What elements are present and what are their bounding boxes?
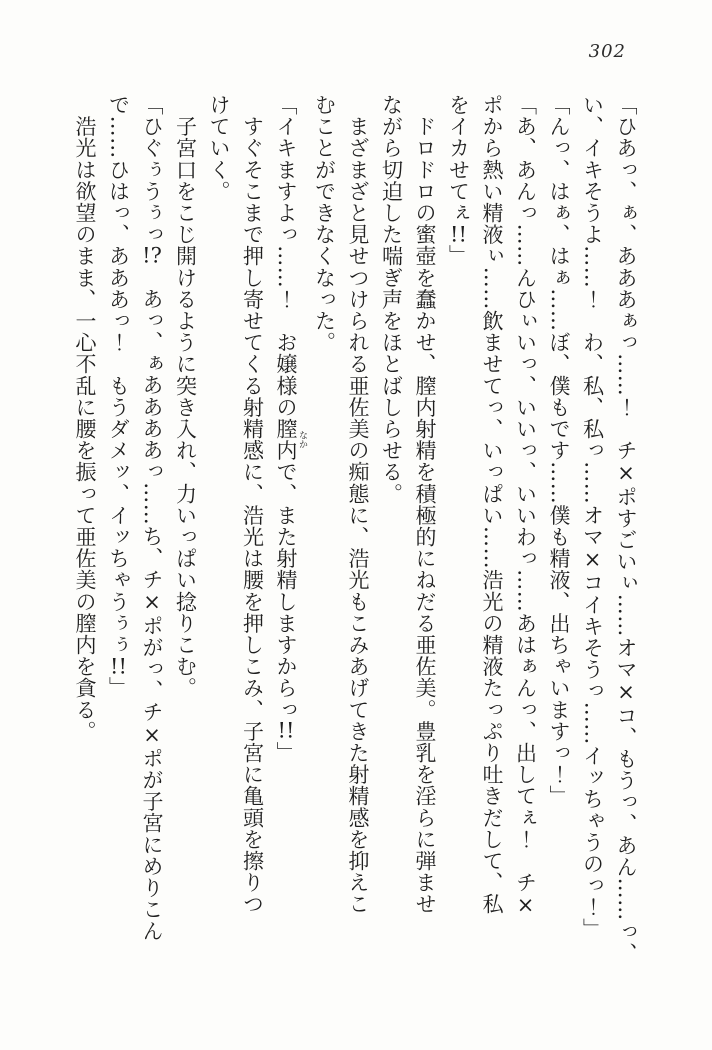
text-block bbox=[68, 94, 643, 984]
ruby-annotated-word: 膣内 なか bbox=[274, 418, 307, 462]
tate-chu-yoko-mark: !! bbox=[450, 223, 467, 245]
text-line: をイカせてぇ!!」 bbox=[446, 94, 471, 267]
text-line: むことができなくなった。 bbox=[312, 94, 337, 354]
text-line: すぐそこまで押し寄せてくる射精感に、浩光は腰を押しこみ、子宮に亀頭を擦りつ bbox=[240, 94, 265, 915]
text-line: まざまざと見せつけられる亜佐美の痴態に、浩光もこみあげてきた射精感を抑えこ bbox=[346, 94, 370, 915]
tate-chu-yoko-mark: !! bbox=[110, 655, 127, 677]
text-line: 子宮口をこじ開けるように突き入れ、力いっぱい捻りこむ。 bbox=[173, 94, 198, 699]
text-line: 「ひあっ、ぁ、あああぁっ……！ チ×ポすごいぃ……オマ×コ、もうっ、あん……っ、 bbox=[614, 94, 638, 964]
text-line: で……ひはっ、あああっ！ もうダメッ、イッちゃうぅぅ!!」 bbox=[106, 94, 131, 699]
text-line: い、イキそうよ……！ わ、私、私っ……オマ×コイキそうっ……イッちゃうのっ！」 bbox=[580, 94, 605, 940]
text-line: ポから熱い精液ぃ……飲ませてっ、いっぱい……浩光の精液たっぷり吐きだして、私 bbox=[480, 94, 504, 915]
text-line: 「イキますよっ……！ お嬢様の膣内 なかで、また射精しますからっ!!」 bbox=[274, 94, 307, 764]
text-line: 「ひぐぅうぅっ!? あっ、ぁああああっ……ち、チ×ポがっ、チ×ポが子宮にめりこん bbox=[140, 94, 164, 942]
page-number: 302 bbox=[588, 41, 626, 62]
text-line: けていく。 bbox=[207, 94, 231, 202]
tate-chu-yoko-mark: !! bbox=[277, 720, 295, 742]
text-line: ドロドロの蜜壺を蠢かせ、膣内射精を積極的にねだる亜佐美。豊乳を淫らに弾ませ bbox=[413, 94, 437, 915]
text-line: 浩光は欲望のまま、一心不乱に腰を振って亜佐美の膣内を貪る。 bbox=[73, 94, 97, 742]
tate-chu-yoko-mark: !? bbox=[142, 245, 162, 267]
text-line: 「んっ、はぁ、はぁ……ぼ、僕もです……僕も精液、出ちゃいますっ！」 bbox=[547, 94, 571, 807]
text-line: 「あ、あんっ……んひぃいっ、いいっ、いいわっ……あはぁんっ、出してぇ！ チ× bbox=[513, 94, 538, 918]
text-line: ながら切迫した喘ぎ声をほとばしらせる。 bbox=[379, 94, 404, 505]
